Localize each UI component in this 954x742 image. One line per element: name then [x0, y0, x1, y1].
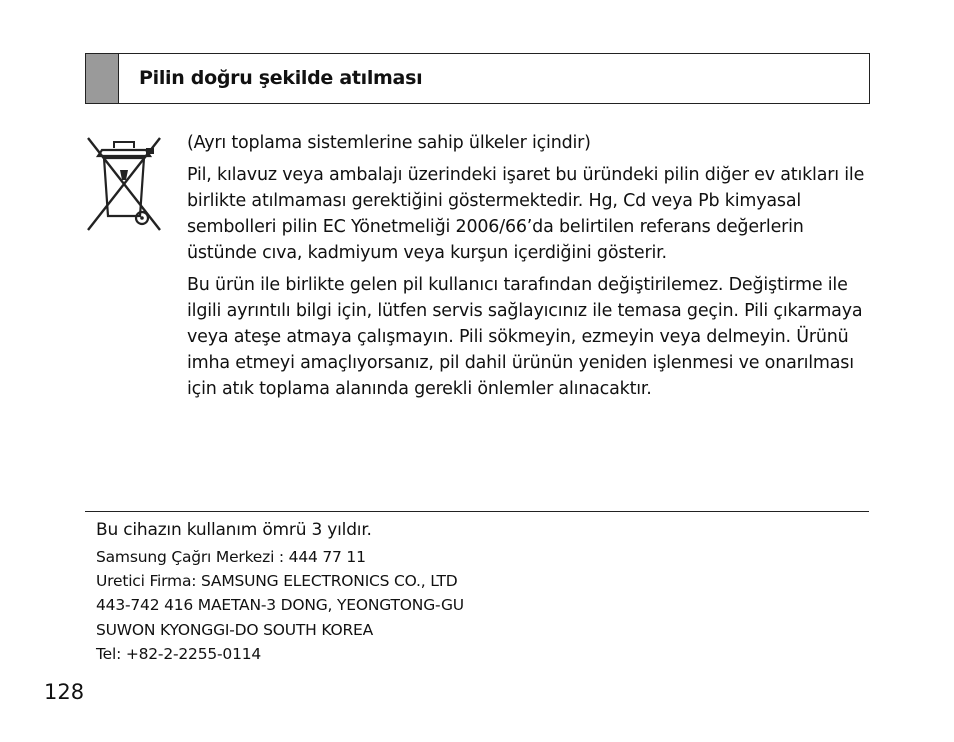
disposal-instructions [187, 130, 877, 408]
paragraph-battery-replacement: Bu ürün ile birlikte gelen pil kullanıcı tarafından değiştirilemez. Değiştirme ile ilgili ayrıntılı bilgi için, lütfen servis sağlayıcınız ile temasa geçin. Pili çıkarmaya veya ateşe atmaya çalışmayın. Pili sökmeyin, ezmeyin veya delmeyin. Ürünü imha etmeyi amaçlıyorsanız, pil dahil ürünün yeniden işlenmesi ve onarılması için atık toplama alanında gerekli önlemler alınacaktır. [187, 275, 863, 399]
section-title: Pilin doğru şekilde atılması [139, 67, 423, 89]
section-header-tab [86, 54, 119, 103]
page-number: 128 [44, 680, 85, 704]
paragraph-disposal-symbol: Pil, kılavuz veya ambalajı üzerindeki işaret bu üründeki pilin diğer ev atıkları ile birlikte atılmaması gerektiğini göstermektedir. Hg, Cd veya Pb kimyasal sembolleri pilin EC Yönetmeliği 2006/66’da belirtilen referans değerlerin üstünde cıva, kadmiyum veya kurşun içerdiğini gösterir. [187, 165, 865, 263]
manufacturer-name: Uretici Firma: SAMSUNG ELECTRONICS CO., LTD [96, 572, 458, 591]
call-center: Samsung Çağrı Merkezi : 444 77 11 [96, 548, 366, 566]
address-line-2: SUWON KYONGGI-DO SOUTH KOREA [96, 620, 374, 639]
manufacturer-info [96, 517, 856, 666]
product-lifetime: Bu cihazın kullanım ömrü 3 yıldır. [96, 520, 372, 540]
section-header [85, 53, 870, 104]
phone-number: Tel: +82-2-2255-0114 [96, 644, 262, 663]
crossed-out-wheelie-bin-icon [84, 134, 164, 234]
scope-note: (Ayrı toplama sistemlerine sahip ülkeler içindir) [187, 133, 591, 153]
address-line-1: 443-742 416 MAETAN-3 DONG, YEONGTONG-GU [96, 596, 464, 615]
footer-divider [85, 511, 869, 512]
